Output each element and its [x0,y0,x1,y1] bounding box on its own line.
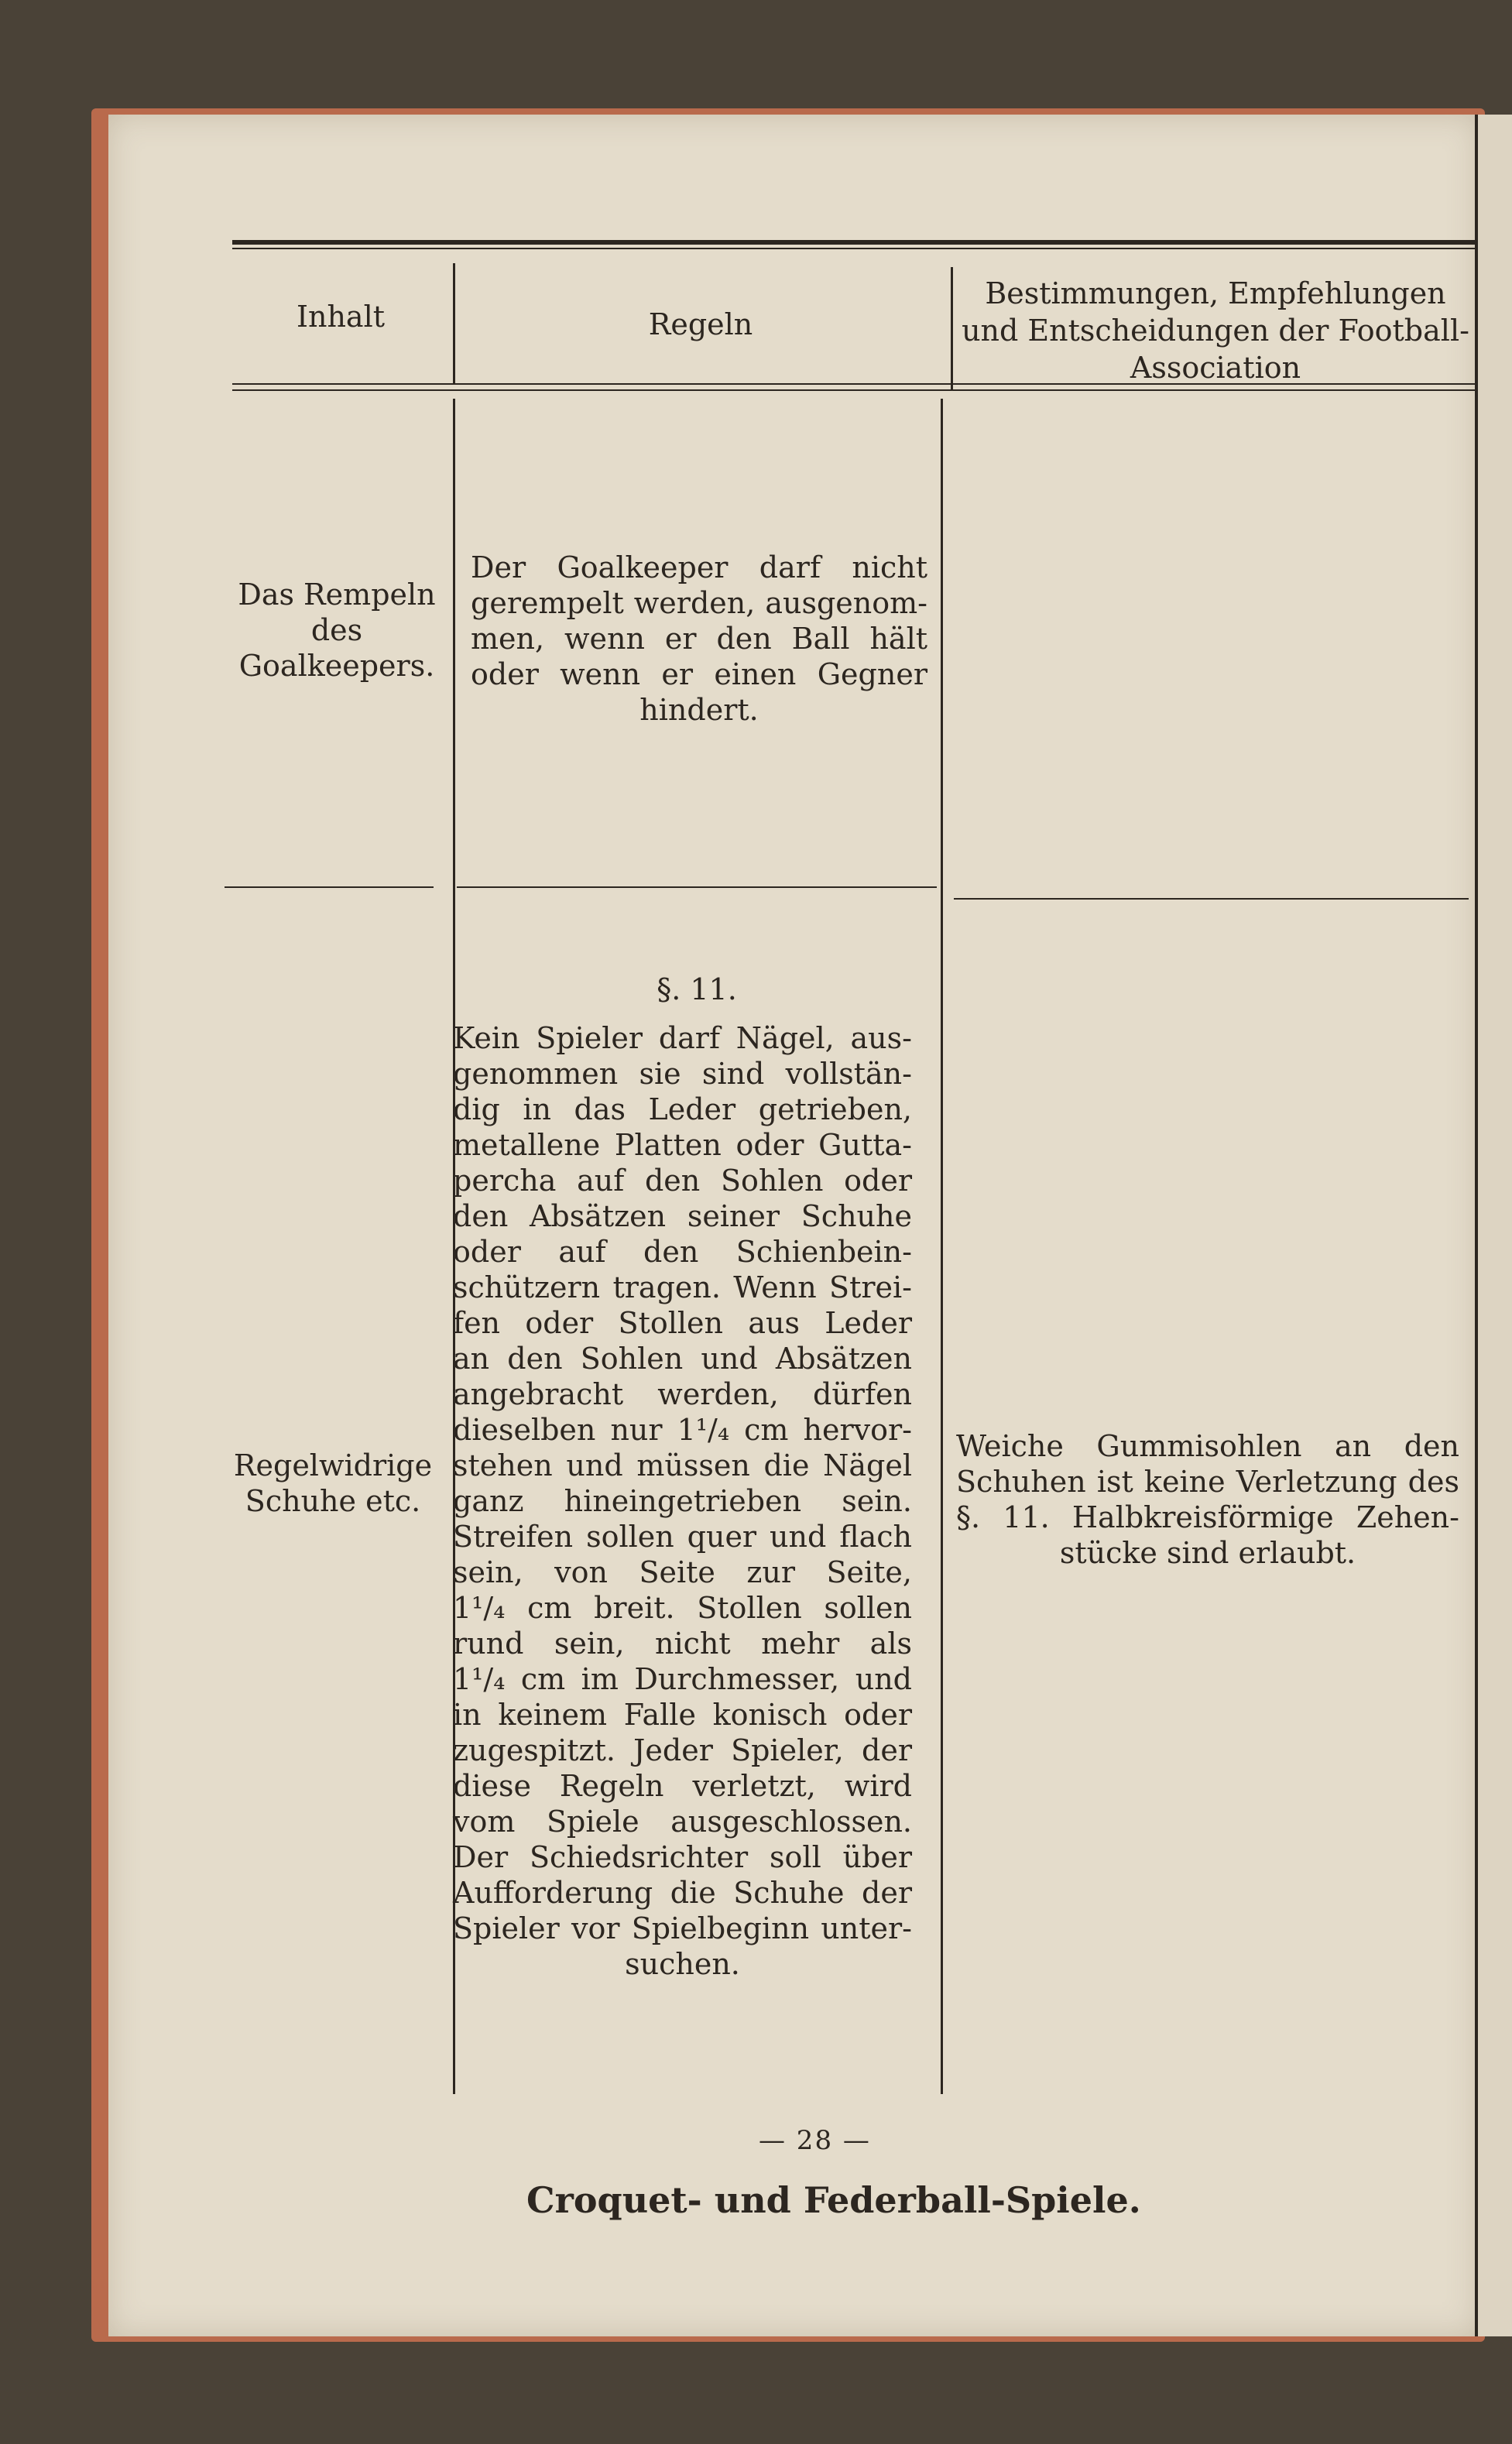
rule-line: dig in das Leder getrieben, [453,1092,912,1126]
topic-rempeln [225,577,449,684]
header-bestimmungen [956,275,1475,386]
column-divider-2 [941,399,943,2094]
rule-line: men, wenn er den Ball hält [471,622,927,656]
rule-line-last: hindert. [639,693,759,727]
rule-line: genommen sie sind vollstän- [453,1057,912,1091]
rule-line: in keinem Falle konisch oder [453,1698,912,1732]
header-divider-2 [951,267,953,391]
table-top-rule [232,240,1475,245]
note-line: Weiche Gummisohlen an den [956,1429,1459,1463]
note-line-last: stücke sind erlaubt. [1059,1536,1356,1570]
rule-line: zugespitzt. Jeder Spieler, der [453,1733,912,1767]
rule-line-last: suchen. [625,1947,740,1981]
rule-line: metallene Platten oder Gutta- [453,1128,912,1162]
note-line: §. 11. Halbkreisförmige Zehen- [956,1500,1459,1534]
rule-line: rund sein, nicht mehr als [453,1626,912,1661]
header-regeln: Regeln [648,307,753,341]
rule-line: dieselben nur 1¹/₄ cm hervor- [453,1413,912,1447]
header-inhalt: Inhalt [296,300,386,334]
page-number: — 28 — [759,2125,871,2156]
rule-line: Der Schiedsrichter soll über [453,1840,912,1874]
rule-line: diese Regeln verletzt, wird [453,1769,912,1803]
topic-line: Schuhe etc. [245,1484,421,1518]
rule-line: ganz hineingetrieben sein. [453,1484,912,1518]
row-divider-col3 [954,898,1469,900]
rule-line: oder wenn er einen Gegner [471,657,927,691]
note-gummisohlen [956,1428,1459,1571]
rule-line: 1¹/₄ cm breit. Stollen sollen [453,1591,912,1625]
rule-goalkeeper [471,550,927,728]
rule-line: 1¹/₄ cm im Durchmesser, und [453,1662,912,1696]
rule-line: schützern tragen. Wenn Strei- [453,1270,912,1304]
header-bestimmungen-line: Bestimmungen, Empfehlungen [985,276,1446,310]
rule-schuhe [453,1020,912,1982]
rule-line: vom Spiele ausgeschlossen. [453,1805,912,1839]
topic-line: des [310,613,363,647]
topic-line: Das Rempeln [238,578,436,612]
rule-line: den Absätzen seiner Schuhe [453,1199,912,1233]
header-bestimmungen-line: Association [1130,351,1301,385]
rule-line: Kein Spieler darf Nägel, aus- [453,1021,912,1055]
rule-line: Spieler vor Spielbeginn unter- [453,1911,912,1945]
running-title: Croquet- und Federball-Spiele. [526,2179,1141,2221]
header-bottom-rule-2 [232,389,1475,391]
row-divider-col2 [457,886,937,888]
topic-line: Regelwidrige [233,1448,433,1483]
row-divider-col1 [225,886,434,888]
rule-line: an den Sohlen und Absätzen [453,1342,912,1376]
rule-line: fen oder Stollen aus Leder [453,1306,912,1340]
rule-line: stehen und müssen die Nägel [453,1448,912,1483]
table-top-rule-thin [232,248,1475,249]
next-page-strip [1475,115,1512,2336]
rule-line: oder auf den Schienbein- [453,1235,912,1269]
rule-line: gerempelt werden, ausgenom- [471,586,927,620]
rule-line: sein, von Seite zur Seite, [453,1555,912,1589]
rule-line: Der Goalkeeper darf nicht [471,550,927,584]
topic-schuhe [221,1448,445,1519]
rule-line: percha auf den Sohlen oder [453,1164,912,1198]
header-divider-1 [453,263,455,383]
rule-line: Streifen sollen quer und flach [453,1520,912,1554]
note-line: Schuhen ist keine Verletzung des [956,1465,1459,1499]
section-number: §. 11. [657,972,737,1006]
header-bestimmungen-line: und Entscheidungen der Football- [962,314,1469,348]
topic-line: Goalkeepers. [238,649,435,683]
rule-line: Aufforderung die Schuhe der [453,1876,912,1910]
rule-line: angebracht werden, dürfen [453,1377,912,1411]
